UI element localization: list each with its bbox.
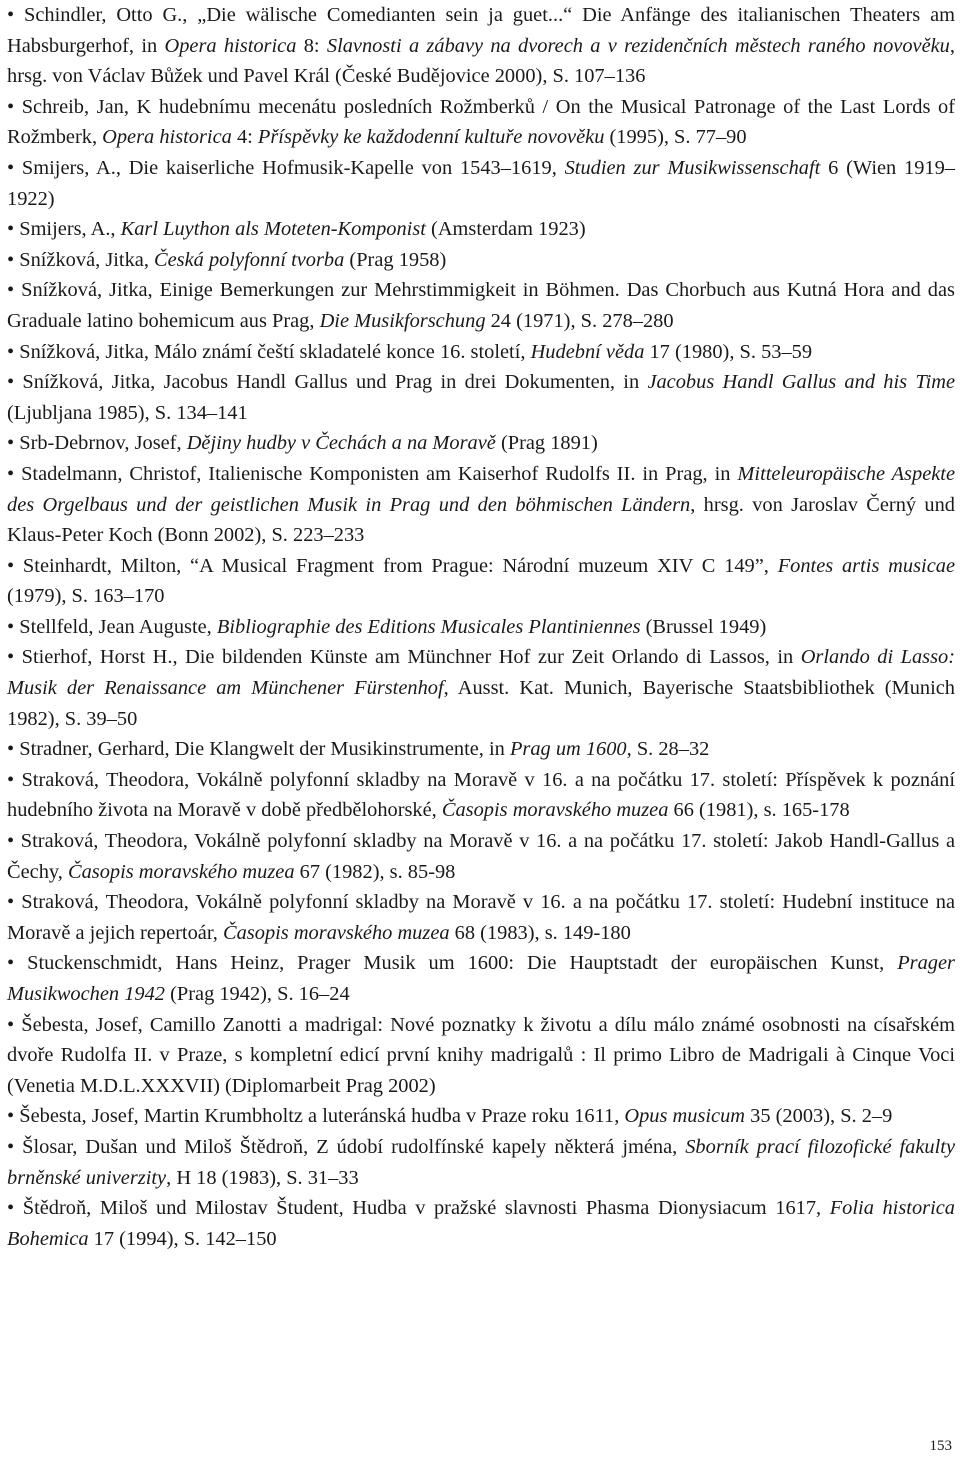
entry-text: 67 (1982), s. 85-98 (294, 860, 456, 883)
entry-text: • Snížková, Jitka, (7, 248, 155, 271)
entry-text: • Snížková, Jitka, Einige Bemerkungen zur Mehrstimmigkeit in Böhmen. Das Chorbuch aus Kutná Hora and das Graduale latino bohemicum aus Prag, (7, 279, 955, 332)
bibliography-list (7, 0, 955, 1254)
entry-title-italic: Česká polyfonní tvorba (154, 248, 345, 271)
entry-text: • Smijers, A., (7, 218, 121, 241)
entry-text: • Straková, Theodora, Vokálně polyfonní skladby na Moravě v 16. a na počátku 17. století: Hudební instituce na Moravě a jejich repertoár, (7, 891, 955, 944)
entry-text: 17 (1994), S. 142–150 (88, 1227, 277, 1250)
entry-title-italic: Slavnosti a zábavy na dvorech a v rezidenčních městech raného novověku (326, 34, 950, 57)
entry-text: , hrsg. von Jaroslav Černý und Klaus-Peter Koch (Bonn 2002), S. 223–233 (7, 493, 956, 547)
entry-title-italic: Bibliographie des Editions Musicales Plantiniennes (216, 615, 641, 638)
entry-title-italic: Studien zur Musikwissenschaft (564, 156, 821, 179)
entry-title-italic: Dějiny hudby v Čechách a na Moravě (186, 432, 496, 455)
bibliography-entry (7, 1010, 955, 1102)
entry-text: , Ausst. Kat. Munich, Bayerische Staatsbibliothek (Munich 1982), S. 39–50 (7, 677, 955, 730)
entry-title-italic: Karl Luython als Moteten-Komponist (120, 218, 426, 241)
bibliography-entry (7, 214, 955, 245)
entry-title-italic: Folia historica Bohemica (7, 1197, 955, 1250)
entry-text: , H 18 (1983), S. 31–33 (166, 1166, 359, 1189)
entry-text: • Stellfeld, Jean Auguste, (7, 615, 217, 638)
entry-text: (1979), S. 163–170 (7, 585, 165, 608)
entry-text: (Prag 1891) (495, 432, 598, 455)
entry-text: • Schreib, Jan, K hudebnímu mecenátu posledních Rožmberků / On the Musical Patronage of the Last Lords of Rožmberk, (7, 95, 955, 149)
entry-text: (Prag 1942), S. 16–24 (165, 983, 350, 1005)
entry-text: • Stadelmann, Christof, Italienische Komponisten am Kaiserhof Rudolfs II. in Prag, in (7, 462, 738, 485)
entry-text: • Šebesta, Josef, Camillo Zanotti a madrigal: Nové poznatky k životu a dílu málo známé osobnosti na císařském dvoře Rudolfa II. v Praze, s kompletní edicí první knihy madrigalů : Il primo Libro de Madrigali à Cinque Voci (Venetia M.D.L.XXXVII) (Diplomarbeit Prag 2002) (7, 1013, 955, 1097)
bibliography-entry (7, 1193, 955, 1254)
entry-text: 24 (1971), S. 278–280 (485, 309, 674, 332)
entry-text: • Šlosar, Dušan und Miloš Štědroň, Z údobí rudolfínské kapely některá jména, (7, 1135, 686, 1158)
entry-text: (Brussel 1949) (640, 615, 767, 638)
entry-title-italic: Jacobus Handl Gallus and his Time (647, 371, 956, 394)
entry-text: • Steinhardt, Milton, “A Musical Fragment from Prague: Národní muzeum XIV C 149”, (7, 554, 778, 577)
entry-text: • Schindler, Otto G., „Die wälische Comedianten sein ja guet...“ Die Anfänge des italianischen Theaters am Habsburgerhof, in (7, 4, 955, 57)
entry-text: • Šebesta, Josef, Martin Krumbholtz a luteránská hudba v Praze roku 1611, (7, 1105, 625, 1128)
entry-text: 8: (296, 34, 327, 57)
bibliography-entry (7, 428, 955, 459)
entry-text: (Prag 1958) (344, 248, 447, 271)
bibliography-entry (7, 337, 955, 368)
bibliography-entry (7, 551, 955, 612)
entry-title-italic: Prager Musikwochen 1942 (7, 952, 955, 1005)
entry-text: • Straková, Theodora, Vokálně polyfonní skladby na Moravě v 16. a na počátku 17. století: Jakob Handl-Gallus a Čechy, (7, 830, 955, 883)
entry-title-italic: Orlando di Lasso: Musik der Renaissance am Münchener Fürstenhof (7, 646, 955, 700)
page-number: 153 (929, 1438, 952, 1454)
entry-title-italic: Opera historica (102, 126, 232, 149)
bibliography-entry (7, 1101, 955, 1132)
bibliography-entry (7, 612, 955, 643)
entry-text: , S. 28–32 (626, 738, 710, 761)
bibliography-entry (7, 887, 955, 948)
entry-title-italic: Die Musikforschung (319, 309, 486, 332)
entry-title-italic: Časopis moravského muzea (441, 799, 669, 822)
bibliography-entry (7, 245, 955, 276)
entry-text: (Amsterdam 1923) (425, 218, 586, 241)
bibliography-entry (7, 92, 955, 153)
entry-text: 68 (1983), s. 149-180 (449, 921, 631, 944)
entry-text: • Stierhof, Horst H., Die bildenden Künste am Münchner Hof zur Zeit Orlando di Lassos, in (7, 646, 801, 669)
entry-title-italic: Opera historica (164, 34, 297, 57)
entry-title-italic: Časopis moravského muzea (223, 921, 450, 944)
bibliography-entry (7, 948, 955, 1009)
entry-text: • Snížková, Jitka, Jacobus Handl Gallus und Prag in drei Dokumenten, in (7, 371, 648, 394)
entry-title-italic: Opus musicum (624, 1105, 746, 1128)
entry-text: 66 (1981), s. 165-178 (668, 799, 850, 822)
entry-text: 17 (1980), S. 53–59 (644, 340, 813, 363)
bibliography-entry (7, 826, 955, 887)
entry-text: 6 (Wien 1919–1922) (7, 156, 955, 210)
entry-text: • Štědroň, Miloš und Milostav Študent, Hudba v pražské slavnosti Phasma Dionysiacum 1617, (7, 1197, 830, 1220)
bibliography-entry (7, 642, 955, 734)
bibliography-entry (7, 367, 955, 428)
entry-text: • Smijers, A., Die kaiserliche Hofmusik-Kapelle von 1543–1619, (7, 156, 565, 179)
entry-title-italic: Příspěvky ke každodenní kultuře novověku (257, 126, 605, 149)
entry-title-italic: Mitteleuropäische Aspekte des Orgelbaus und der geistlichen Musik in Prag und den böhmischen Ländern (7, 462, 956, 516)
entry-text: (Ljubljana 1985), S. 134–141 (7, 401, 248, 424)
entry-text: • Snížková, Jitka, Málo známí čeští skladatelé konce 16. století, (7, 340, 531, 363)
entry-text: • Srb-Debrnov, Josef, (7, 432, 187, 455)
entry-text: • Stradner, Gerhard, Die Klangwelt der Musikinstrumente, in (7, 738, 510, 761)
entry-title-italic: Prag um 1600 (509, 738, 627, 761)
entry-text: • Straková, Theodora, Vokálně polyfonní skladby na Moravě v 16. a na počátku 17. století: Příspěvek k poznání hudebního života na Moravě v době předbělohorské, (7, 768, 955, 822)
entry-text: (1995), S. 77–90 (604, 126, 747, 149)
bibliography-entry (7, 765, 955, 826)
bibliography-entry (7, 153, 955, 214)
bibliography-entry (7, 734, 955, 765)
entry-text: 4: (231, 126, 258, 149)
entry-title-italic: Sborník prací filozofické fakulty brněnské univerzity (7, 1135, 955, 1189)
bibliography-entry (7, 0, 955, 92)
entry-text: • Stuckenschmidt, Hans Heinz, Prager Musik um 1600: Die Hauptstadt der europäischen Kunst, (7, 952, 898, 975)
entry-title-italic: Fontes artis musicae (777, 554, 955, 577)
entry-text: 35 (2003), S. 2–9 (745, 1105, 893, 1128)
bibliography-entry (7, 459, 955, 551)
entry-title-italic: Hudební věda (530, 340, 645, 363)
bibliography-entry (7, 1132, 955, 1193)
bibliography-entry (7, 275, 955, 336)
entry-title-italic: Časopis moravského muzea (67, 860, 295, 883)
entry-text: , hrsg. von Václav Bůžek und Pavel Král (České Budějovice 2000), S. 107–136 (7, 34, 955, 88)
